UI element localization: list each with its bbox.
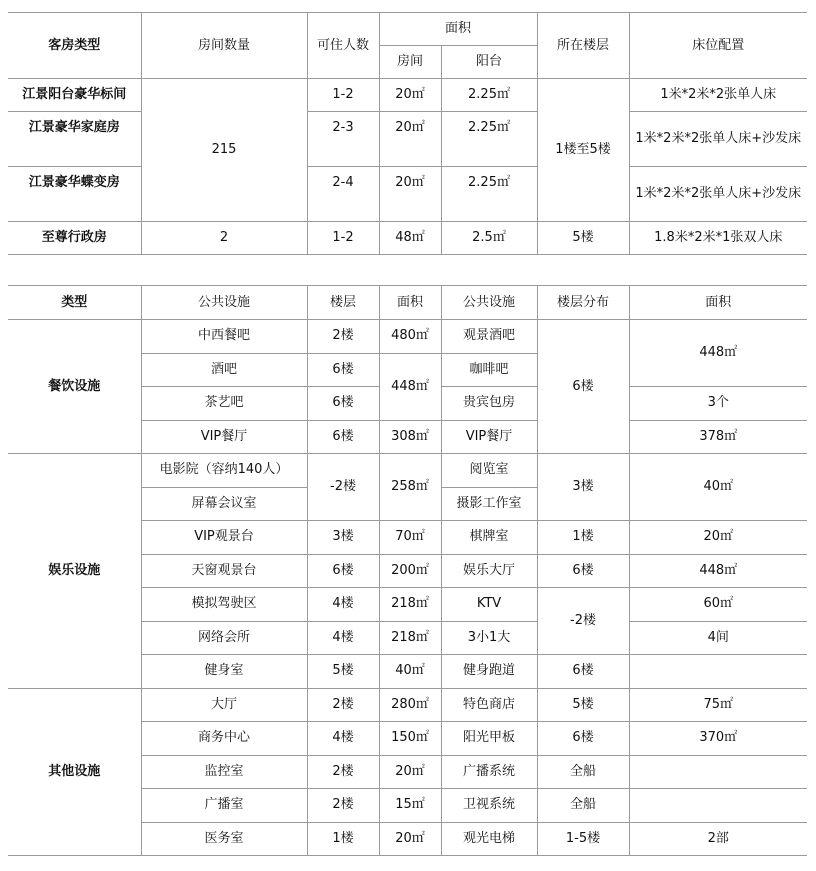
facility-area-2: 448㎡: [629, 554, 807, 588]
header-floor: 楼层: [307, 286, 379, 320]
bed-config: 1米*2米*2张单人床+沙发床: [629, 112, 807, 167]
facility-name-2: VIP餐厅: [441, 420, 537, 454]
facility-area: 20㎡: [379, 755, 441, 789]
header-occupancy: 可住人数: [307, 13, 379, 79]
facility-name: 监控室: [141, 755, 307, 789]
facility-name: VIP观景台: [141, 521, 307, 555]
room-area: 20㎡: [379, 167, 441, 222]
occupancy: 2-4: [307, 167, 379, 222]
facility-floor-2: -2楼: [537, 588, 629, 655]
facility-name-2: KTV: [441, 588, 537, 622]
facility-name-2: 卫视系统: [441, 789, 537, 823]
facility-floor: 4楼: [307, 588, 379, 622]
facility-floor-2: 6楼: [537, 320, 629, 454]
table-row: [8, 320, 807, 354]
facility-name-2: 咖啡吧: [441, 353, 537, 387]
facility-area: 150㎡: [379, 722, 441, 756]
facility-area: 448㎡: [379, 353, 441, 420]
room-area: 48㎡: [379, 222, 441, 255]
room-area: 20㎡: [379, 79, 441, 112]
room-type: 至尊行政房: [8, 222, 141, 255]
header-area-balcony: 阳台: [441, 46, 537, 79]
room-type: 江景阳台豪华标间: [8, 79, 141, 112]
balcony-area: 2.25㎡: [441, 79, 537, 112]
header-room-type: 客房类型: [8, 13, 141, 79]
room-types-table: [8, 12, 807, 255]
facility-floor: 6楼: [307, 420, 379, 454]
facility-name: 天窗观景台: [141, 554, 307, 588]
facility-floor: 4楼: [307, 722, 379, 756]
room-floor: 5楼: [537, 222, 629, 255]
room-type: 江景豪华家庭房: [8, 112, 141, 167]
facility-area: 40㎡: [379, 655, 441, 689]
header-facility: 公共设施: [141, 286, 307, 320]
facility-floor-2: 全船: [537, 755, 629, 789]
facility-area-2: 370㎡: [629, 722, 807, 756]
balcony-area: 2.5㎡: [441, 222, 537, 255]
facility-name: 屏幕会议室: [141, 487, 307, 521]
header-floor-distribution: 楼层分布: [537, 286, 629, 320]
bed-config: 1.8米*2米*1张双人床: [629, 222, 807, 255]
occupancy: 1-2: [307, 79, 379, 112]
facility-floor: 6楼: [307, 387, 379, 421]
facility-name: 酒吧: [141, 353, 307, 387]
facility-area-2: 3个: [629, 387, 807, 421]
facility-name-2: 广播系统: [441, 755, 537, 789]
facility-area: 258㎡: [379, 454, 441, 521]
room-count: 2: [141, 222, 307, 255]
facility-floor: 5楼: [307, 655, 379, 689]
table-row: [8, 79, 807, 112]
facility-area-2: [629, 655, 807, 689]
facility-area-2: 448㎡: [629, 320, 807, 387]
facility-area-2: 75㎡: [629, 688, 807, 722]
facility-floor: 6楼: [307, 353, 379, 387]
header-area: 面积: [379, 13, 537, 46]
table-row: [8, 454, 807, 488]
header-category: 类型: [8, 286, 141, 320]
facility-area-2: 60㎡: [629, 588, 807, 622]
facility-area-2: 378㎡: [629, 420, 807, 454]
table-row: [8, 112, 807, 167]
facility-floor-2: 6楼: [537, 554, 629, 588]
facility-floor: -2楼: [307, 454, 379, 521]
facility-floor: 2楼: [307, 320, 379, 354]
facility-name-2: 阳光甲板: [441, 722, 537, 756]
facility-area: 15㎡: [379, 789, 441, 823]
facility-area: 308㎡: [379, 420, 441, 454]
facility-area-2: 2部: [629, 822, 807, 856]
facility-area-2: 20㎡: [629, 521, 807, 555]
facility-floor-2: 6楼: [537, 722, 629, 756]
facility-floor: 6楼: [307, 554, 379, 588]
facility-name: 模拟驾驶区: [141, 588, 307, 622]
facility-name: 茶艺吧: [141, 387, 307, 421]
facility-name: 医务室: [141, 822, 307, 856]
bed-config: 1米*2米*2张单人床+沙发床: [629, 167, 807, 222]
facility-area: 70㎡: [379, 521, 441, 555]
facility-floor-2: 3楼: [537, 454, 629, 521]
facility-name: 商务中心: [141, 722, 307, 756]
header-facility-2: 公共设施: [441, 286, 537, 320]
facility-name: 广播室: [141, 789, 307, 823]
room-area: 20㎡: [379, 112, 441, 167]
facility-name: 大厅: [141, 688, 307, 722]
facility-floor: 3楼: [307, 521, 379, 555]
header-bed: 床位配置: [629, 13, 807, 79]
facility-name-2: 棋牌室: [441, 521, 537, 555]
room-floor: 1楼至5楼: [537, 79, 629, 222]
header-area: 面积: [379, 286, 441, 320]
facility-name-2: 3小1大: [441, 621, 537, 655]
facility-name: 网络会所: [141, 621, 307, 655]
facility-name-2: 观景酒吧: [441, 320, 537, 354]
facility-name-2: 摄影工作室: [441, 487, 537, 521]
facility-floor: 4楼: [307, 621, 379, 655]
room-type: 江景豪华蝶变房: [8, 167, 141, 222]
facility-floor-2: 1-5楼: [537, 822, 629, 856]
table-row: [8, 167, 807, 222]
facility-name-2: 阅览室: [441, 454, 537, 488]
facility-floor: 2楼: [307, 688, 379, 722]
header-area-room: 房间: [379, 46, 441, 79]
facility-floor: 2楼: [307, 755, 379, 789]
facility-name-2: 娱乐大厅: [441, 554, 537, 588]
facility-area-2: 40㎡: [629, 454, 807, 521]
bed-config: 1米*2米*2张单人床: [629, 79, 807, 112]
balcony-area: 2.25㎡: [441, 167, 537, 222]
facility-name: 中西餐吧: [141, 320, 307, 354]
facility-floor: 1楼: [307, 822, 379, 856]
category-other: 其他设施: [8, 688, 141, 856]
facility-floor: 2楼: [307, 789, 379, 823]
occupancy: 1-2: [307, 222, 379, 255]
facility-area: 200㎡: [379, 554, 441, 588]
header-floor: 所在楼层: [537, 13, 629, 79]
facility-area: 20㎡: [379, 822, 441, 856]
facility-name: VIP餐厅: [141, 420, 307, 454]
balcony-area: 2.25㎡: [441, 112, 537, 167]
facility-name-2: 贵宾包房: [441, 387, 537, 421]
facility-area-2: [629, 755, 807, 789]
category-entertainment: 娱乐设施: [8, 454, 141, 689]
facility-floor-2: 全船: [537, 789, 629, 823]
category-dining: 餐饮设施: [8, 320, 141, 454]
header-area-2: 面积: [629, 286, 807, 320]
facility-area-2: 4间: [629, 621, 807, 655]
facility-area: 480㎡: [379, 320, 441, 354]
facility-floor-2: 6楼: [537, 655, 629, 689]
header-room-count: 房间数量: [141, 13, 307, 79]
facility-name: 电影院（容纳140人）: [141, 454, 307, 488]
facility-name-2: 健身跑道: [441, 655, 537, 689]
table-row: [8, 222, 807, 255]
facility-name-2: 观光电梯: [441, 822, 537, 856]
facility-area-2: [629, 789, 807, 823]
facility-area: 218㎡: [379, 621, 441, 655]
occupancy: 2-3: [307, 112, 379, 167]
facility-area: 218㎡: [379, 588, 441, 622]
table-row: [8, 688, 807, 722]
facility-name: 健身室: [141, 655, 307, 689]
facility-name-2: 特色商店: [441, 688, 537, 722]
facilities-table: [8, 285, 807, 856]
facility-floor-2: 5楼: [537, 688, 629, 722]
room-count: 215: [141, 79, 307, 222]
facility-floor-2: 1楼: [537, 521, 629, 555]
facility-area: 280㎡: [379, 688, 441, 722]
